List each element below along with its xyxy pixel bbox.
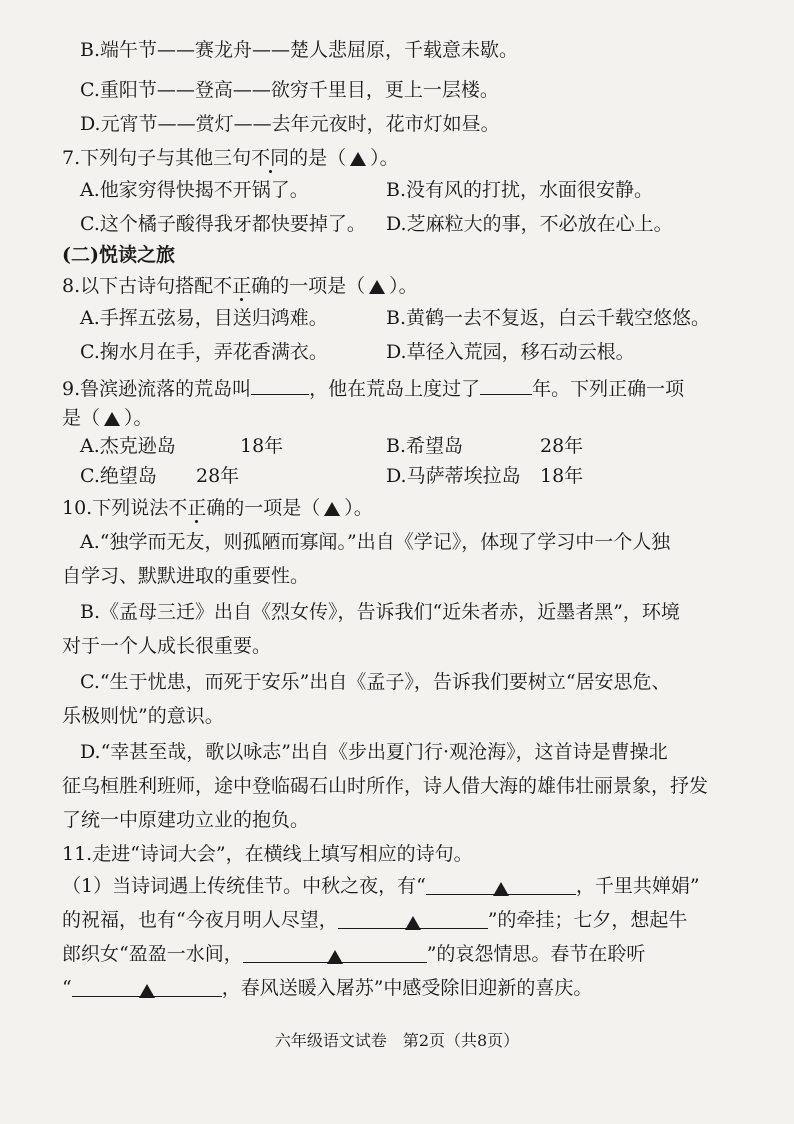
answer-triangle-icon	[139, 984, 155, 998]
answer-blank[interactable]	[243, 940, 427, 963]
q11-line1: （1）当诗词遇上传统佳节。中秋之夜，有“ ，千里共婵娟”	[62, 872, 700, 900]
answer-blank[interactable]	[426, 872, 576, 895]
q10-option-c-line1: C.“生于忧患，而死于安乐”出自《孟子》，告诉我们要树立“居安思危、	[80, 671, 671, 693]
q10-option-a-line1: A.“独学而无友，则孤陋而寡闻。”出自《学记》，体现了学习中一个人独	[80, 531, 671, 553]
q8-option-d: D.草径入荒园，移石动云根。	[386, 341, 635, 363]
q9-option-b-years: 28年	[540, 435, 584, 457]
q7-option-a: A.他家穷得快揭不开锅了。	[80, 179, 309, 201]
page-footer: 六年级语文试卷 第2页（共8页）	[274, 1031, 520, 1050]
q9-option-b-name: B.希望岛	[386, 435, 464, 457]
q9-option-d-years: 18年	[540, 465, 584, 487]
q10-option-c-line2: 乐极则忧”的意识。	[62, 705, 224, 727]
answer-blank[interactable]	[480, 372, 532, 395]
answer-triangle-icon	[405, 916, 421, 930]
q10-option-b-line2: 对于一个人成长很重要。	[62, 635, 272, 657]
q10-emphasis: 不正确	[168, 497, 226, 519]
q9-option-c-years: 28年	[196, 465, 240, 487]
q9-option-d-name: D.马萨蒂埃拉岛	[386, 465, 521, 487]
answer-triangle-icon	[350, 152, 366, 166]
q9-stem: 9.鲁滨逊流落的荒岛叫 ，他在荒岛上度过了 年。下列正确一项	[62, 372, 684, 403]
q9-option-c-name: C.绝望岛	[80, 465, 157, 487]
q10-option-d-line2: 征乌桓胜利班师，途中登临碣石山时所作，诗人借大海的雄伟壮丽景象，抒发	[62, 775, 709, 797]
answer-blank[interactable]	[72, 974, 222, 997]
q7-option-b: B.没有风的打扰，水面很安静。	[386, 179, 654, 201]
q11-stem: 11.走进“诗词大会”，在横线上填写相应的诗句。	[62, 843, 473, 865]
q11-line2: 的祝福，也有“今夜月明人尽望， ”的牵挂；七夕，想起牛	[62, 906, 687, 934]
q11-line3: 郎织女“盈盈一水间， ”的哀怨情思。春节在聆听	[62, 940, 645, 968]
answer-triangle-icon	[327, 950, 343, 964]
q7-emphasis: 不同	[251, 147, 290, 169]
q8-option-c: C.掬水月在手，弄花香满衣。	[80, 341, 328, 363]
q7-option-c: C.这个橘子酸得我牙都快要掉了。	[80, 213, 366, 235]
q8-emphasis: 不正确	[213, 275, 271, 297]
q6-option-b: B.端午节——赛龙舟——楚人悲屈原，千载意未歇。	[80, 39, 519, 61]
section-heading: (二)悦读之旅	[62, 244, 175, 266]
q10-option-d-line1: D.“幸甚至哉，歌以咏志”出自《步出夏门行·观沧海》，这首诗是曹操北	[80, 741, 668, 763]
answer-triangle-icon	[493, 882, 509, 896]
q9-option-a-name: A.杰克逊岛	[80, 435, 176, 457]
q8-option-a: A.手挥五弦易，目送归鸿难。	[80, 307, 328, 329]
answer-blank[interactable]	[338, 906, 488, 929]
q9-stem-cont: 是（ ）。	[62, 407, 153, 429]
q9-option-a-years: 18年	[240, 435, 284, 457]
q8-stem: 8.以下古诗句搭配不正确的一项是（ ）。	[62, 275, 418, 297]
q10-stem: 10.下列说法不正确的一项是（ ）。	[62, 497, 373, 519]
q10-option-d-line3: 了统一中原建功立业的抱负。	[62, 809, 310, 831]
q10-option-b-line1: B.《孟母三迁》出自《烈女传》，告诉我们“近朱者赤，近墨者黑”，环境	[80, 601, 680, 623]
q10-option-a-line2: 自学习、默默进取的重要性。	[62, 565, 310, 587]
answer-triangle-icon	[104, 412, 120, 426]
answer-triangle-icon	[324, 502, 340, 516]
answer-triangle-icon	[369, 280, 385, 294]
q6-option-d: D.元宵节——赏灯——去年元夜时，花市灯如昼。	[80, 113, 500, 135]
q7-stem: 7.下列句子与其他三句不同的是（ ）。	[62, 147, 399, 169]
answer-blank[interactable]	[251, 372, 309, 395]
q7-option-d: D.芝麻粒大的事，不必放在心上。	[386, 213, 673, 235]
q8-option-b: B.黄鹤一去不复返，白云千载空悠悠。	[386, 307, 711, 329]
q11-line4: “ ，春风送暖入屠苏”中感受除旧迎新的喜庆。	[62, 974, 592, 1002]
q6-option-c: C.重阳节——登高——欲穷千里目，更上一层楼。	[80, 79, 499, 101]
